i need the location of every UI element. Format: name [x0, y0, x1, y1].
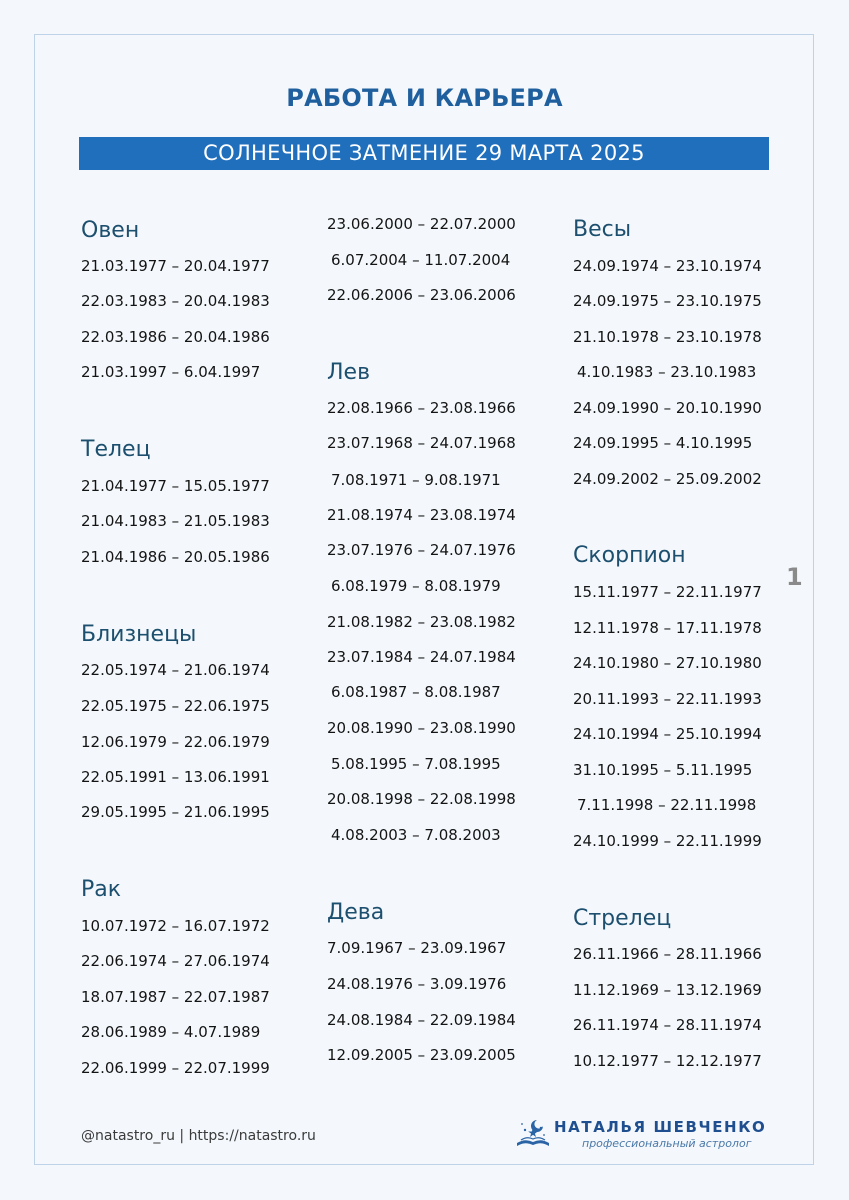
date-range: 7.08.1971 – 9.08.1971 [331, 471, 501, 489]
date-range: 24.09.1974 – 23.10.1974 [573, 257, 762, 275]
date-range: 29.05.1995 – 21.06.1995 [81, 803, 270, 821]
date-range: 26.11.1974 – 28.11.1974 [573, 1016, 762, 1034]
date-range: 12.11.1978 – 17.11.1978 [573, 619, 762, 637]
date-range: 21.04.1977 – 15.05.1977 [81, 477, 270, 495]
logo-subtitle: профессиональный астролог [582, 1137, 752, 1150]
date-range: 4.08.2003 – 7.08.2003 [331, 826, 501, 844]
sign-title-sagittarius: Стрелец [573, 906, 672, 931]
date-range: 23.07.1968 – 24.07.1968 [327, 434, 516, 452]
date-range: 20.11.1993 – 22.11.1993 [573, 690, 762, 708]
sign-title-virgo: Дева [327, 900, 385, 925]
date-range: 15.11.1977 – 22.11.1977 [573, 583, 762, 601]
footer-links[interactable]: @natastro_ru | https://natastro.ru [81, 1128, 316, 1144]
date-range: 20.08.1998 – 22.08.1998 [327, 790, 516, 808]
date-range: 23.07.1984 – 24.07.1984 [327, 648, 516, 666]
date-range: 23.06.2000 – 22.07.2000 [327, 215, 516, 233]
date-range: 24.09.2002 – 25.09.2002 [573, 470, 762, 488]
date-range: 22.06.1974 – 27.06.1974 [81, 952, 270, 970]
sign-title-aries: Овен [81, 218, 140, 243]
page-title: РАБОТА И КАРЬЕРА [286, 84, 563, 112]
date-range: 6.07.2004 – 11.07.2004 [331, 251, 511, 269]
date-range: 22.06.2006 – 23.06.2006 [327, 286, 516, 304]
date-range: 21.04.1983 – 21.05.1983 [81, 512, 270, 530]
date-range: 28.06.1989 – 4.07.1989 [81, 1023, 261, 1041]
sign-title-libra: Весы [573, 217, 632, 242]
date-range: 10.12.1977 – 12.12.1977 [573, 1052, 762, 1070]
date-range: 21.10.1978 – 23.10.1978 [573, 328, 762, 346]
date-range: 24.08.1984 – 22.09.1984 [327, 1011, 516, 1029]
date-range: 4.10.1983 – 23.10.1983 [577, 363, 757, 381]
date-range: 22.05.1991 – 13.06.1991 [81, 768, 270, 786]
date-range: 24.09.1995 – 4.10.1995 [573, 434, 753, 452]
date-range: 12.09.2005 – 23.09.2005 [327, 1046, 516, 1064]
date-range: 26.11.1966 – 28.11.1966 [573, 945, 762, 963]
date-range: 22.05.1975 – 22.06.1975 [81, 697, 270, 715]
date-range: 21.03.1997 – 6.04.1997 [81, 363, 261, 381]
date-range: 7.09.1967 – 23.09.1967 [327, 939, 507, 957]
date-range: 11.12.1969 – 13.12.1969 [573, 981, 762, 999]
date-range: 24.10.1980 – 27.10.1980 [573, 654, 762, 672]
date-range: 18.07.1987 – 22.07.1987 [81, 988, 270, 1006]
date-range: 6.08.1979 – 8.08.1979 [331, 577, 501, 595]
date-range: 6.08.1987 – 8.08.1987 [331, 683, 501, 701]
eclipse-banner: СОЛНЕЧНОЕ ЗАТМЕНИЕ 29 МАРТА 2025 [79, 137, 769, 170]
date-range: 21.08.1982 – 23.08.1982 [327, 613, 516, 631]
sign-title-gemini: Близнецы [81, 622, 197, 647]
date-range: 21.04.1986 – 20.05.1986 [81, 548, 270, 566]
brand-logo [513, 1116, 773, 1152]
sign-title-cancer: Рак [81, 877, 122, 902]
logo-name: НАТАЛЬЯ ШЕВЧЕНКО [554, 1118, 767, 1136]
date-range: 5.08.1995 – 7.08.1995 [331, 755, 501, 773]
date-range: 23.07.1976 – 24.07.1976 [327, 541, 516, 559]
date-range: 20.08.1990 – 23.08.1990 [327, 719, 516, 737]
date-range: 12.06.1979 – 22.06.1979 [81, 733, 270, 751]
date-range: 24.09.1975 – 23.10.1975 [573, 292, 762, 310]
date-range: 22.05.1974 – 21.06.1974 [81, 661, 270, 679]
date-range: 24.08.1976 – 3.09.1976 [327, 975, 507, 993]
sign-title-scorpio: Скорпион [573, 543, 686, 568]
date-range: 21.08.1974 – 23.08.1974 [327, 506, 516, 524]
date-range: 22.03.1983 – 20.04.1983 [81, 292, 270, 310]
sign-title-taurus: Телец [81, 437, 151, 462]
date-range: 21.03.1977 – 20.04.1977 [81, 257, 270, 275]
date-range: 31.10.1995 – 5.11.1995 [573, 761, 753, 779]
date-range: 7.11.1998 – 22.11.1998 [577, 796, 757, 814]
date-range: 22.06.1999 – 22.07.1999 [81, 1059, 270, 1077]
sign-title-leo: Лев [327, 360, 371, 385]
date-range: 22.03.1986 – 20.04.1986 [81, 328, 270, 346]
page-number: 1 [786, 563, 803, 591]
date-range: 24.10.1994 – 25.10.1994 [573, 725, 762, 743]
date-range: 22.08.1966 – 23.08.1966 [327, 399, 516, 417]
book-stars-icon [513, 1116, 553, 1150]
date-range: 24.09.1990 – 20.10.1990 [573, 399, 762, 417]
date-range: 10.07.1972 – 16.07.1972 [81, 917, 270, 935]
date-range: 24.10.1999 – 22.11.1999 [573, 832, 762, 850]
